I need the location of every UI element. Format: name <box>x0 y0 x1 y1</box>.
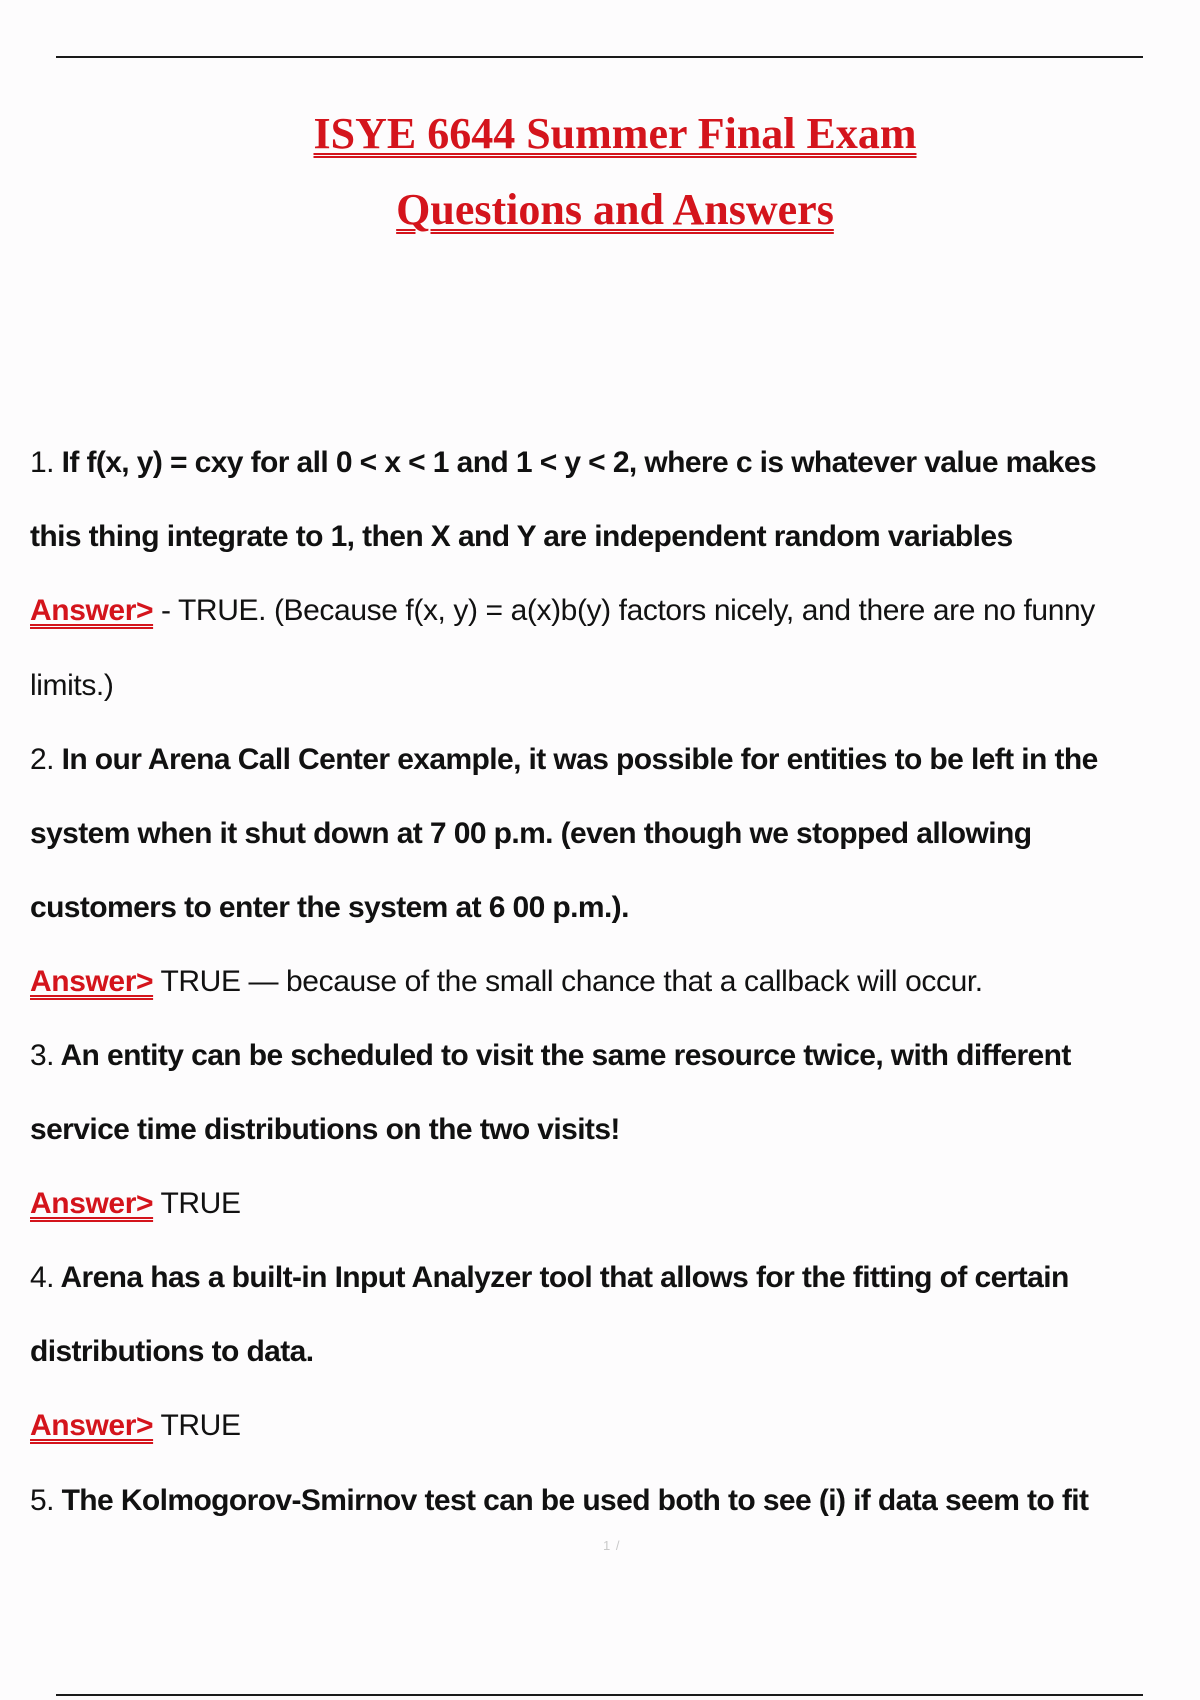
answer-1-line-2 <box>30 671 113 701</box>
question-3-line-1 <box>30 1041 1071 1071</box>
question-3-number: 3. <box>30 1039 54 1072</box>
question-2-number: 2. <box>30 743 54 776</box>
question-2-line-3 <box>30 893 629 923</box>
answer-1-text-2: limits.) <box>30 669 114 702</box>
question-5-text-1: The Kolmogorov-Smirnov test can be used both to see (i) if data seem to fit <box>61 1484 1089 1517</box>
question-3-text-1: An entity can be scheduled to visit the same resource twice, with different <box>60 1039 1071 1072</box>
question-4-text-1: Arena has a built-in Input Analyzer tool that allows for the fitting of certain <box>60 1261 1069 1294</box>
question-5-number: 5. <box>30 1484 54 1517</box>
question-3-line-2 <box>30 1115 620 1145</box>
question-2-line-2 <box>30 819 1031 849</box>
answer-2-label: Answer> <box>30 965 154 998</box>
top-rule <box>56 56 1143 58</box>
question-4-text-2: distributions to data. <box>30 1335 314 1368</box>
answer-1-label: Answer> <box>30 594 154 627</box>
title-line-2: Questions and Answers <box>396 185 834 234</box>
question-1-line-2 <box>30 522 1013 552</box>
question-4-number: 4. <box>30 1261 54 1294</box>
title-line-1: ISYE 6644 Summer Final Exam <box>313 109 917 158</box>
question-4-line-1 <box>30 1263 1069 1293</box>
answer-4-line-1 <box>30 1411 241 1441</box>
question-3-text-2: service time distributions on the two visits! <box>30 1113 620 1146</box>
question-2-line-1 <box>30 745 1098 775</box>
answer-1-text-1: - TRUE. (Because f(x, y) = a(x)b(y) factors nicely, and there are no funny <box>153 594 1095 627</box>
question-2-text-2: system when it shut down at 7 00 p.m. (even though we stopped allowing <box>30 817 1032 850</box>
question-2-text-1: In our Arena Call Center example, it was possible for entities to be left in the <box>61 743 1098 776</box>
question-1-text-2: this thing integrate to 1, then X and Y are independent random variables <box>30 520 1013 553</box>
answer-4-label: Answer> <box>30 1409 154 1442</box>
answer-2-line-1 <box>30 967 983 997</box>
question-1-line-1 <box>30 448 1096 478</box>
page-number: 1 / <box>603 1538 621 1553</box>
answer-3-label: Answer> <box>30 1187 154 1220</box>
answer-4-text-1: TRUE <box>153 1409 241 1442</box>
question-1-text-1: If f(x, y) = cxy for all 0 < x < 1 and 1 < y < 2, where c is whatever value makes <box>61 446 1097 479</box>
bottom-rule <box>56 1694 1143 1696</box>
answer-3-line-1 <box>30 1189 241 1219</box>
answer-3-text-1: TRUE <box>153 1187 241 1220</box>
answer-2-text-1: TRUE — because of the small chance that a callback will occur. <box>153 965 983 998</box>
question-1-number: 1. <box>30 446 54 479</box>
question-4-line-2 <box>30 1337 313 1367</box>
question-2-text-3: customers to enter the system at 6 00 p.m.). <box>30 891 629 924</box>
answer-1-line-1 <box>30 596 1095 626</box>
document-subtitle <box>0 185 1200 234</box>
question-5-line-1 <box>30 1486 1088 1516</box>
document-title <box>0 109 1200 158</box>
